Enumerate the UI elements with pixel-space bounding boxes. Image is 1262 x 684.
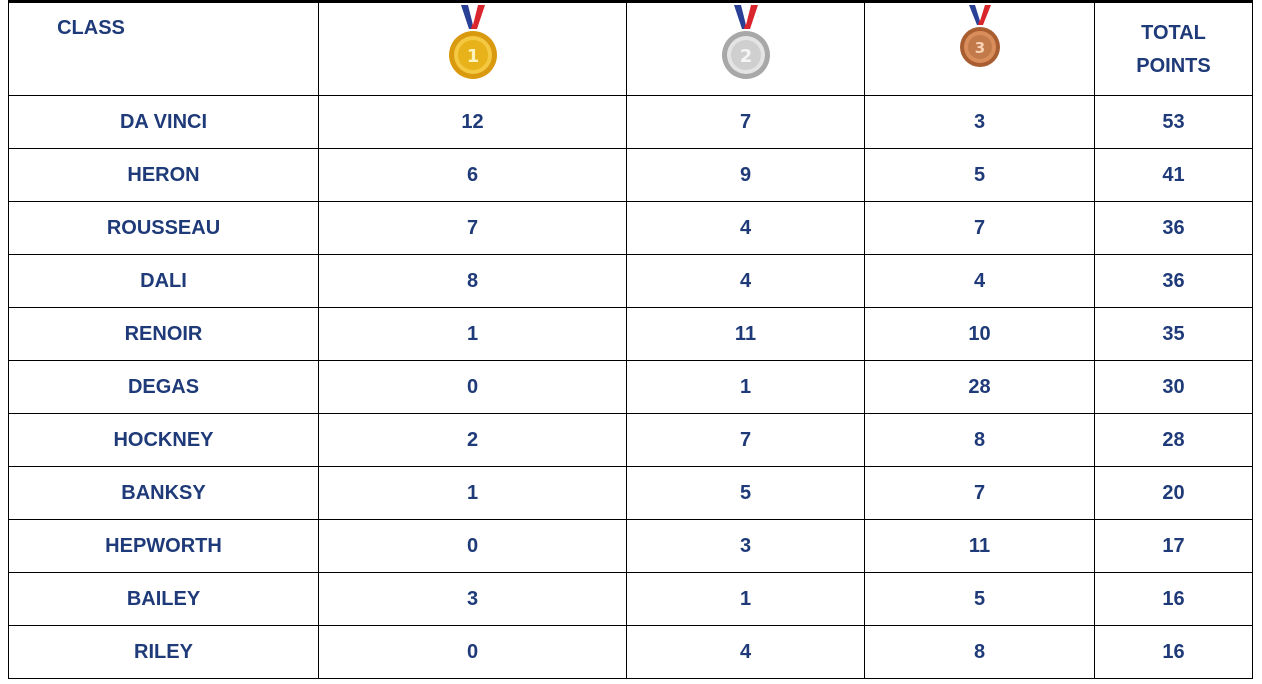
class-cell: DEGAS (9, 361, 319, 414)
class-cell: RILEY (9, 626, 319, 679)
gold-count-cell: 1 (319, 467, 627, 520)
gold-count-cell: 0 (319, 520, 627, 573)
table-row (9, 361, 1253, 414)
table-row (9, 202, 1253, 255)
bronze-count-cell: 5 (865, 149, 1095, 202)
silver-medal-icon (718, 5, 774, 81)
gold-count-cell: 12 (319, 96, 627, 149)
silver-count-cell: 3 (627, 520, 865, 573)
total-points-cell: 30 (1095, 361, 1253, 414)
silver-header (627, 2, 865, 96)
silver-count-cell: 5 (627, 467, 865, 520)
table-row (9, 573, 1253, 626)
table-row (9, 149, 1253, 202)
gold-count-cell: 1 (319, 308, 627, 361)
bronze-count-cell: 8 (865, 626, 1095, 679)
total-points-cell: 16 (1095, 573, 1253, 626)
silver-count-cell: 11 (627, 308, 865, 361)
class-cell: BANKSY (9, 467, 319, 520)
gold-count-cell: 0 (319, 626, 627, 679)
total-points-cell: 28 (1095, 414, 1253, 467)
class-cell: HOCKNEY (9, 414, 319, 467)
total-points-cell: 17 (1095, 520, 1253, 573)
total-points-cell: 36 (1095, 202, 1253, 255)
bronze-count-cell: 10 (865, 308, 1095, 361)
bronze-count-cell: 28 (865, 361, 1095, 414)
bronze-count-cell: 3 (865, 96, 1095, 149)
total-points-cell: 35 (1095, 308, 1253, 361)
bronze-rank-label: 3 (974, 39, 985, 57)
total-points-cell: 41 (1095, 149, 1253, 202)
silver-count-cell: 1 (627, 573, 865, 626)
gold-count-cell: 7 (319, 202, 627, 255)
class-cell: HERON (9, 149, 319, 202)
class-cell: ROUSSEAU (9, 202, 319, 255)
bronze-count-cell: 11 (865, 520, 1095, 573)
total-points-cell: 16 (1095, 626, 1253, 679)
class-cell: DALI (9, 255, 319, 308)
table-row (9, 255, 1253, 308)
table-row (9, 308, 1253, 361)
class-cell: BAILEY (9, 573, 319, 626)
class-header (9, 2, 319, 96)
bronze-count-cell: 7 (865, 467, 1095, 520)
medal-table (8, 0, 1253, 679)
table-row (9, 414, 1253, 467)
total-header-line1: TOTAL (1141, 22, 1206, 44)
gold-count-cell: 0 (319, 361, 627, 414)
bronze-count-cell: 8 (865, 414, 1095, 467)
silver-count-cell: 4 (627, 202, 865, 255)
silver-count-cell: 1 (627, 361, 865, 414)
class-cell: RENOIR (9, 308, 319, 361)
total-header (1095, 2, 1253, 96)
bronze-count-cell: 7 (865, 202, 1095, 255)
silver-count-cell: 4 (627, 626, 865, 679)
bronze-count-cell: 4 (865, 255, 1095, 308)
class-header-label: CLASS (57, 17, 125, 39)
header-row (9, 2, 1253, 96)
gold-medal-icon (445, 5, 501, 81)
table-row (9, 467, 1253, 520)
silver-count-cell: 4 (627, 255, 865, 308)
total-header-label (1095, 3, 1252, 83)
table-row (9, 96, 1253, 149)
silver-count-cell: 7 (627, 96, 865, 149)
class-cell: HEPWORTH (9, 520, 319, 573)
gold-count-cell: 6 (319, 149, 627, 202)
silver-count-cell: 9 (627, 149, 865, 202)
total-points-cell: 20 (1095, 467, 1253, 520)
gold-count-cell: 8 (319, 255, 627, 308)
silver-rank-label: 2 (739, 46, 752, 67)
bronze-count-cell: 5 (865, 573, 1095, 626)
gold-count-cell: 3 (319, 573, 627, 626)
total-header-line2: POINTS (1136, 55, 1211, 77)
class-cell: DA VINCI (9, 96, 319, 149)
bronze-medal-icon (957, 5, 1003, 69)
gold-rank-label: 1 (466, 46, 479, 67)
table-row (9, 626, 1253, 679)
silver-count-cell: 7 (627, 414, 865, 467)
total-points-cell: 36 (1095, 255, 1253, 308)
bronze-header (865, 2, 1095, 96)
total-points-cell: 53 (1095, 96, 1253, 149)
table-row (9, 520, 1253, 573)
gold-count-cell: 2 (319, 414, 627, 467)
gold-header (319, 2, 627, 96)
